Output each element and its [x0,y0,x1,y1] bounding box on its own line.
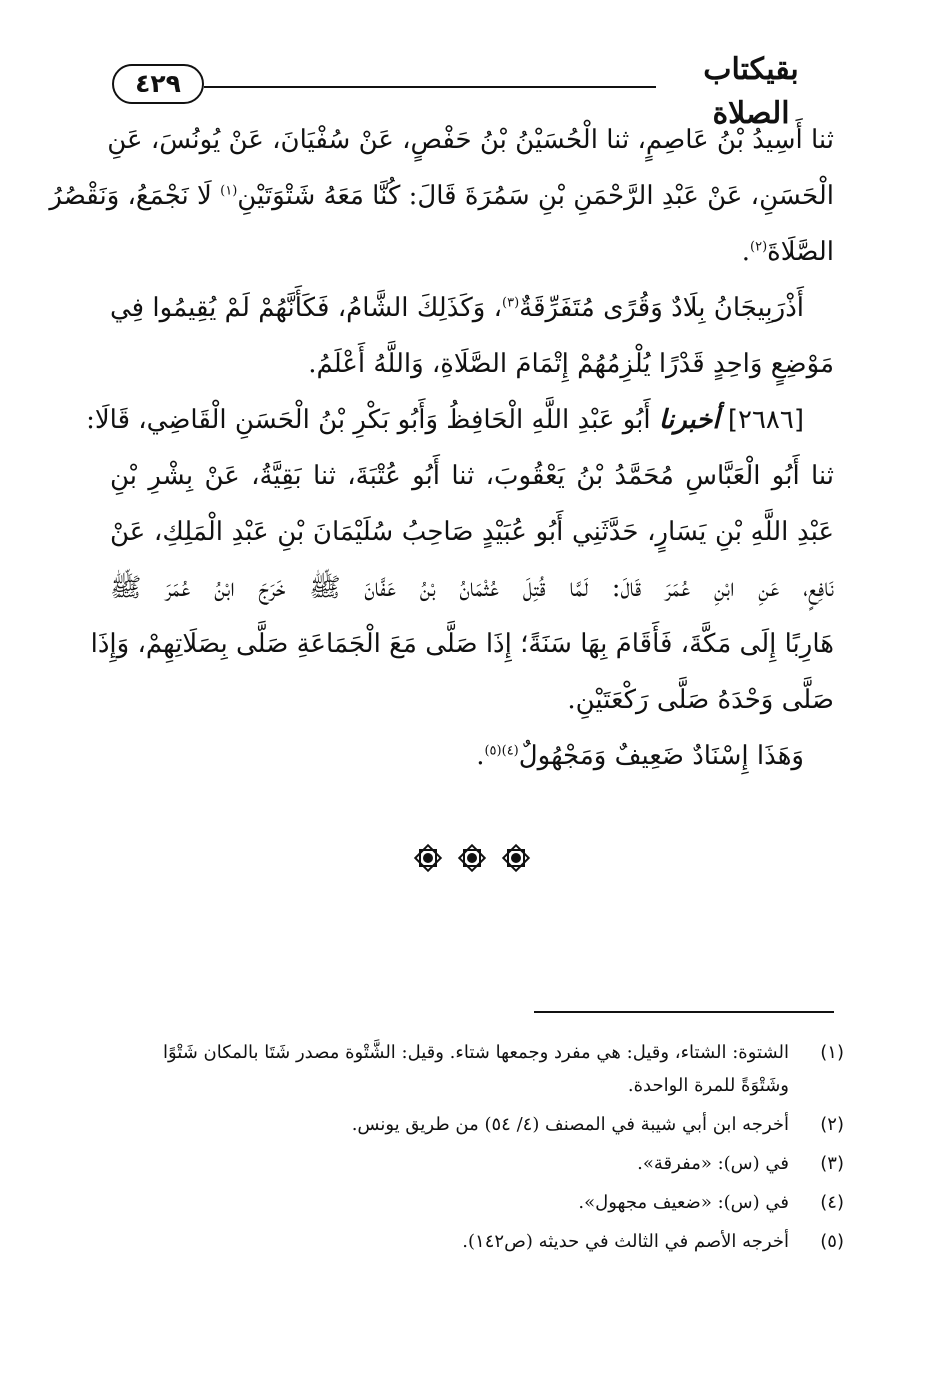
footnote-number: (٥) [820,1231,844,1252]
footnote-item [100,1186,844,1219]
text-segment: الصَّلَاةَ [767,237,834,267]
text-line: هَارِبًا إِلَى مَكَّةَ، فَأَقَامَ بِهَا سَنَةً؛ إِذَا صَلَّى مَعَ الْجَمَاعَةِ صَلَّى بِصَلَاتِهِمْ، وَإِذَا [90,629,834,659]
footnote-item [100,1108,844,1141]
main-text [49,112,834,784]
text-segment: الْحَسَنِ، عَنْ عَبْدِ الرَّحْمَنِ بْنِ سَمُرَةَ قَالَ: كُنَّا مَعَهُ شَتْوَتَيْنِ [237,181,834,211]
text-line: مَوْضِعٍ وَاحِدٍ قَدْرًا يُلْزِمُهُمْ إِتْمَامَ الصَّلَاةِ، وَاللَّهُ أَعْلَمُ. [308,349,834,379]
flower-ornament-icon [457,843,487,873]
footnote-separator [534,1011,834,1013]
footnote-item [100,1147,844,1180]
text-line: الصَّلَاةَ$^{(٢)}$. [741,237,834,267]
hadith-number: [٢٦٨٦] [727,405,804,435]
text-segment: أَذْرَبِيجَانُ بِلَادٌ وَقُرًى مُتَفَرِّقَةٌ [519,293,805,323]
text-line: عَبْدِ اللَّهِ بْنِ يَسَارٍ، حَدَّثَنِي أَبُو عُبَيْدٍ صَاحِبُ سُلَيْمَانَ بْنِ عَبْدِ الْمَلِكِ، عَنْ [110,517,834,547]
flower-ornament-icon [413,843,443,873]
text-segment: ، وَكَذَلِكَ الشَّامُ، فَكَأَنَّهُمْ لَمْ يُقِيمُوا فِي [110,293,502,323]
flower-ornament-icon [501,843,531,873]
text-segment: لَا نَجْمَعُ، وَنَقْصُرُ [49,181,212,211]
footnote-text: أخرجه الأصم في الثالث في حديثه (ص١٤٢). [462,1231,789,1252]
text-line [49,168,834,224]
footnotes [100,1036,844,1258]
text-line [110,280,834,336]
text-segment: وَهَذَا إِسْنَادٌ ضَعِيفٌ وَمَجْهُولٌ [518,741,804,771]
footnote-item [100,1225,844,1258]
text-line: صَلَّى وَحْدَهُ صَلَّى رَكْعَتَيْنِ. [567,685,834,715]
footnote-item [100,1036,844,1102]
text-line: نَافِعٍ، عَنِ ابْنِ عُمَرَ قَالَ: لَمَّا قُتِلَ عُثْمَانُ بْنُ عَفَّانَ ﷺ خَرَجَ ابْنُ عُمَرَ ﷺ [110,573,834,603]
footnote-text: وشَتْوَةً للمرة الواحدة. [627,1075,789,1096]
footnote-text: في (س): «ضعيف مجهول». [578,1192,789,1213]
text-line [86,392,834,448]
page-number: ٤٢٩ [112,64,204,104]
akhbarana-word: أخبرنا [658,405,720,435]
footnote-text: أخرجه ابن أبي شيبة في المصنف (٤/ ٥٤) من طريق يونس. [351,1114,789,1135]
footnote-mark: (٢) [750,239,768,255]
footnote-number: (٢) [820,1114,844,1135]
header-rule [204,86,656,88]
footnote-mark: (١) [220,183,238,199]
footnote-text: في (س): «مفرقة». [637,1153,789,1174]
footnote-mark: (٤)(٥) [484,743,519,759]
section-divider-ornaments [0,843,944,875]
footnote-number: (١) [820,1042,844,1063]
text-segment: أَبُو عَبْدِ اللَّهِ الْحَافِظُ وَأَبُو بَكْرِ بْنُ الْحَسَنِ الْقَاضِي، قَالَا: [86,405,651,435]
running-header-title: بقيكتاب الصلاة [703,52,799,131]
text-line: ثنا أَبُو الْعَبَّاسِ مُحَمَّدُ بْنُ يَعْقُوبَ، ثنا أَبُو عُتْبَةَ، ثنا بَقِيَّةُ، عَنْ بِشْرِ بْنِ [110,461,834,491]
footnote-number: (٣) [820,1153,844,1174]
footnote-number: (٤) [820,1192,844,1213]
footnote-mark: (٣) [502,295,520,311]
text-line: ثنا أَسِيدُ بْنُ عَاصِمٍ، ثنا الْحُسَيْنُ بْنُ حَفْصٍ، عَنْ سُفْيَانَ، عَنْ يُونُسَ، عَنِ [107,125,834,155]
footnote-text: الشتوة: الشتاء، وقيل: هي مفرد وجمعها شتاء. وقيل: الشَّتْوة مصدر شَتَا بالمكان شَتْوًا [162,1042,789,1063]
text-line: وَهَذَا إِسْنَادٌ ضَعِيفٌ وَمَجْهُولٌ$^{(٤)(٥)}$. [476,741,804,771]
